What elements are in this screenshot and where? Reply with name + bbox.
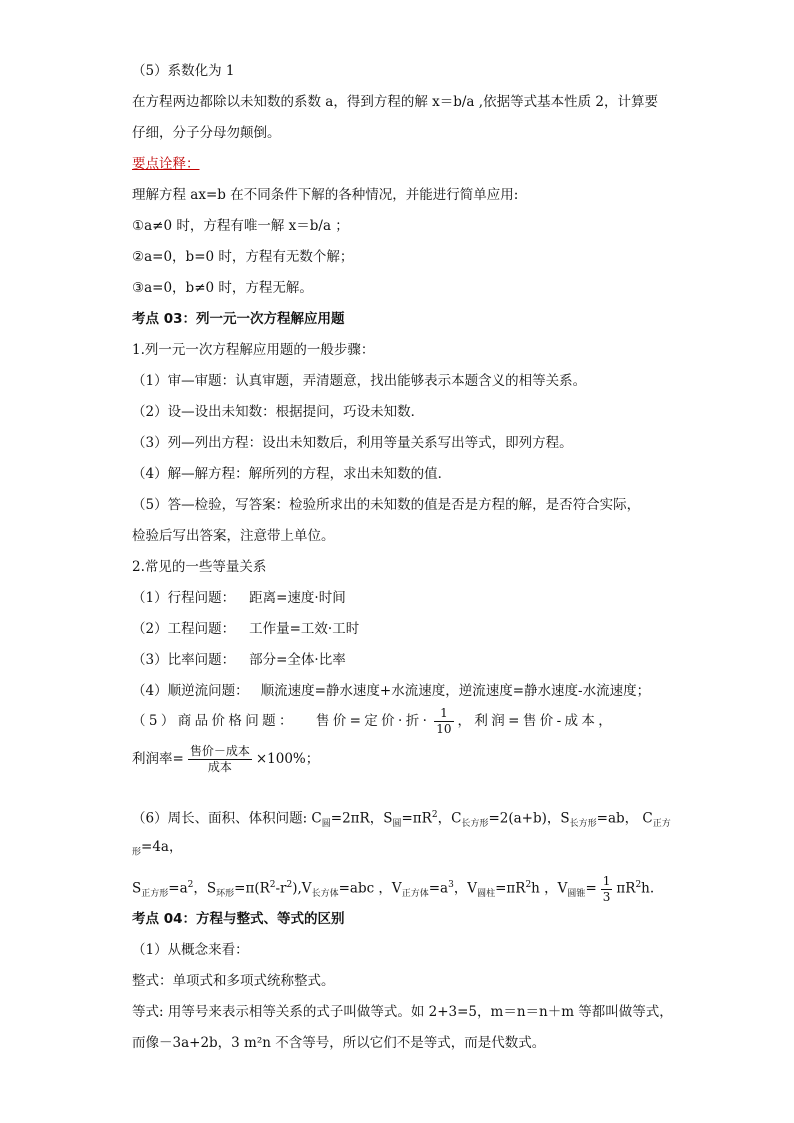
text: h.: [641, 880, 655, 897]
section-heading-03: 考点 03：列一元一次方程解应用题: [132, 311, 345, 327]
text: -r: [275, 880, 287, 897]
fraction-numerator: 1: [434, 706, 453, 722]
paragraph-line: 1.列一元一次方程解应用题的一般步骤：: [132, 342, 375, 358]
relation-formula: 部分=全体·比率: [249, 652, 346, 668]
relation-label: （2）工程问题：: [132, 621, 236, 637]
fraction-one-tenth: [434, 706, 453, 737]
geometry-formulas: [132, 806, 671, 833]
step-item: （2）设—设出未知数：根据提问，巧设未知数．: [132, 404, 425, 420]
text: =2πR，S: [330, 810, 393, 827]
superscript: 2: [525, 880, 532, 890]
subscript: 圆柱: [477, 889, 496, 900]
step-item: （5）答—检验，写答案：检验所求出的未知数的值是否是方程的解，是否符合实际，: [132, 497, 641, 513]
relation-item: [132, 620, 359, 638]
text: =a: [428, 880, 449, 897]
paragraph-line: 仔细，分子分母勿颠倒。: [132, 125, 281, 141]
subscript: 长方体: [311, 889, 339, 900]
text: =ab， C: [596, 810, 653, 827]
profit-formula: ，利润=售价-成本，: [457, 713, 616, 729]
subscript: 圆锥: [567, 889, 586, 900]
superscript: 2: [187, 880, 194, 890]
price-formula: 售价=定价·折·: [315, 713, 431, 729]
step-5-heading: （5）系数化为 1: [132, 63, 235, 79]
superscript: 2: [269, 880, 276, 890]
superscript: 2: [431, 810, 438, 820]
subscript: 圆: [392, 819, 402, 830]
text: ，V: [453, 880, 478, 897]
superscript: 2: [286, 880, 293, 890]
profit-rate-label: 利润率=: [132, 751, 184, 767]
text: =πR: [495, 880, 526, 897]
paragraph-line: （1）从概念来看：: [132, 942, 249, 958]
text: =a: [168, 880, 188, 897]
fraction-profit-rate: [188, 744, 252, 775]
subscript: 正方形: [141, 889, 169, 900]
relation-item-price: [132, 704, 615, 738]
paragraph-line: 而像－3a+2b，3 m²n 不含等号，所以它们不是等式，而是代数式。: [132, 1035, 546, 1051]
fraction-one-third: [601, 874, 613, 905]
paragraph-line: 在方程两边都除以未知数的系数 a，得到方程的解 x＝b/a ,依据等式基本性质 2，计算要: [132, 94, 658, 110]
text: =abc ，V: [338, 880, 402, 897]
paragraph-line: 2.常见的一些等量关系: [132, 559, 267, 575]
area-volume-formulas: [132, 868, 654, 911]
step-item: （3）列—列出方程：设出未知数后，利用等量关系写出等式，即列方程。: [132, 435, 573, 451]
text: ，S: [193, 880, 217, 897]
text: h ，V: [531, 880, 568, 897]
subscript: 正方: [652, 819, 671, 830]
step-item: （4）解—解方程：解所列的方程，求出未知数的值．: [132, 466, 452, 482]
profit-rate-formula: [132, 742, 319, 776]
paragraph-line: 检验后写出答案，注意带上单位。: [132, 528, 335, 544]
fraction-numerator: 售价－成本: [189, 744, 250, 758]
text: πR: [616, 880, 636, 897]
superscript: 3: [448, 880, 454, 890]
relation-item: [132, 682, 650, 700]
step-item: （1）审—审题：认真审题，弄清题意，找出能够表示本题含义的相等关系。: [132, 373, 587, 389]
case-item: ②a=0，b=0 时，方程有无数个解；: [132, 249, 354, 265]
relation-item: [132, 589, 346, 607]
text: =π(R: [234, 880, 270, 897]
text: =: [585, 880, 597, 897]
text: （6）周长、面积、体积问题: C: [132, 810, 322, 827]
superscript: 2: [635, 880, 642, 890]
relation-label: （4）顺逆流问题：: [132, 683, 249, 699]
fraction-numerator: 1: [602, 873, 611, 888]
relation-formula: 距离=速度·时间: [249, 590, 346, 606]
paragraph-line: 等式: 用等号来表示相等关系的式子叫做等式。如 2+3=5，m＝n＝n＋m 等都叫做等式，: [132, 1004, 673, 1020]
text: ，C: [437, 810, 462, 827]
text: =2(a+b)，S: [488, 810, 570, 827]
case-item: ③a=0，b≠0 时，方程无解。: [132, 280, 313, 296]
fraction-denominator: 成本: [207, 760, 232, 774]
section-heading-04: 考点 04：方程与整式、等式的区别: [132, 911, 345, 927]
paragraph-line: 整式：单项式和多项式统称整式。: [132, 973, 335, 989]
subscript: 形: [132, 847, 142, 858]
subscript: 长方形: [461, 819, 489, 830]
subscript: 环形: [216, 889, 235, 900]
geometry-formulas-cont: [132, 838, 182, 862]
case-item: ①a≠0 时，方程有唯一解 x＝b/a ；: [132, 218, 349, 234]
relation-item: [132, 651, 346, 669]
fraction-denominator: 3: [602, 889, 611, 904]
text: =4a，: [141, 839, 183, 855]
text: =πR: [401, 810, 432, 827]
subscript: 长方形: [569, 819, 597, 830]
text: S: [132, 880, 142, 897]
subscript: 圆: [321, 819, 331, 830]
subscript: 正方体: [401, 889, 429, 900]
relation-formula: 工作量=工效·工时: [249, 621, 360, 637]
relation-label: （3）比率问题：: [132, 652, 236, 668]
fraction-denominator: 10: [436, 722, 452, 736]
relation-label: （5）商品价格问题：: [132, 713, 296, 729]
text: ),V: [292, 880, 312, 897]
paragraph-line: 理解方程 ax=b 在不同条件下解的各种情况，并能进行简单应用:: [132, 187, 519, 203]
relation-label: （1）行程问题：: [132, 590, 236, 606]
key-point-heading: 要点诠释：: [132, 156, 200, 172]
percent-text: ×100%；: [255, 751, 320, 767]
relation-formula: 顺流速度=静水速度+水流速度，逆流速度=静水速度-水流速度；: [260, 683, 651, 699]
